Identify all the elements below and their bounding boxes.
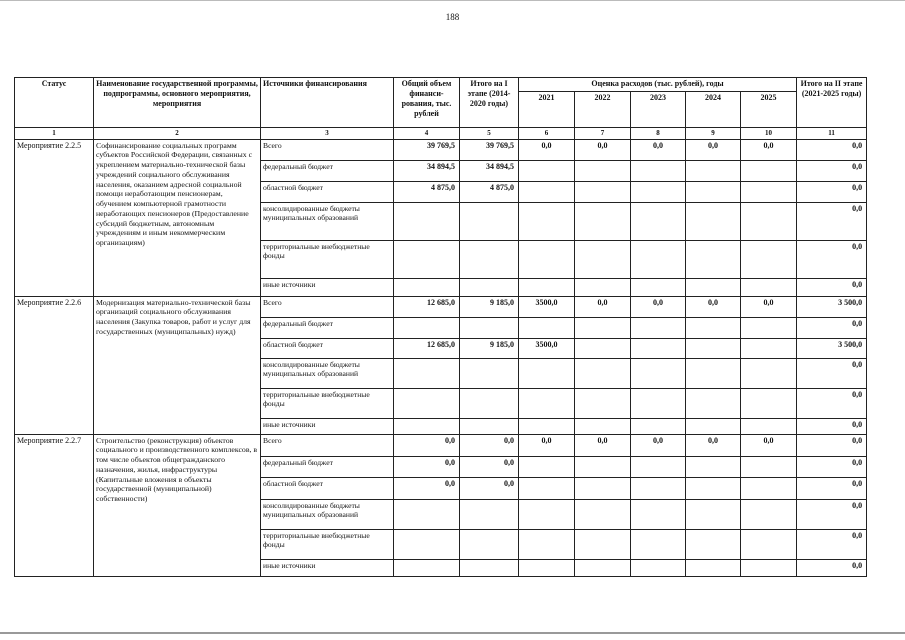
year-2021-cell (519, 499, 575, 529)
column-number: 8 (631, 128, 686, 140)
year-2022-cell (575, 240, 631, 278)
header-stage2: Итого на II этапе (2021-2025 годы) (797, 78, 867, 128)
header-year: 2022 (575, 92, 631, 128)
year-2023-cell (631, 477, 686, 499)
total-cell (394, 529, 460, 559)
header-name: Наименование государственной программы, подпрограммы, основного мероприятия, мероприятия (94, 78, 261, 128)
measure-status: Мероприятие 2.2.5 (15, 139, 94, 296)
table-row (15, 296, 867, 317)
year-2022-cell (575, 160, 631, 181)
year-2025-cell (741, 160, 797, 181)
column-number: 3 (261, 128, 394, 140)
year-2025-cell (741, 202, 797, 240)
year-2025-cell (741, 240, 797, 278)
stage2-cell: 0,0 (797, 160, 867, 181)
year-2024-cell (686, 338, 741, 358)
year-2021-cell (519, 181, 575, 202)
stage1-cell: 9 185,0 (460, 338, 519, 358)
year-2024-cell (686, 418, 741, 434)
measure-status: Мероприятие 2.2.6 (15, 296, 94, 434)
column-number: 10 (741, 128, 797, 140)
funding-source: федеральный бюджет (261, 160, 394, 181)
top-rule (0, 0, 905, 1)
year-2023-cell (631, 317, 686, 338)
stage1-cell: 0,0 (460, 477, 519, 499)
year-2024-cell (686, 477, 741, 499)
stage1-cell (460, 559, 519, 576)
total-cell: 12 685,0 (394, 338, 460, 358)
total-cell: 39 769,5 (394, 139, 460, 160)
funding-source: областной бюджет (261, 477, 394, 499)
year-2022-cell (575, 418, 631, 434)
header-stage1: Итого на I этапе (2014-2020 годы) (460, 78, 519, 128)
stage1-cell (460, 358, 519, 388)
year-2024-cell (686, 160, 741, 181)
year-2025-cell (741, 477, 797, 499)
stage2-cell: 0,0 (797, 181, 867, 202)
year-2024-cell: 0,0 (686, 434, 741, 456)
year-2024-cell (686, 181, 741, 202)
page-number: 188 (445, 12, 460, 22)
funding-source: Всего (261, 434, 394, 456)
year-2025-cell (741, 499, 797, 529)
year-2024-cell (686, 499, 741, 529)
column-number-row (15, 128, 867, 140)
column-number: 6 (519, 128, 575, 140)
stage1-cell (460, 240, 519, 278)
year-2024-cell: 0,0 (686, 296, 741, 317)
stage2-cell: 0,0 (797, 418, 867, 434)
year-2021-cell (519, 317, 575, 338)
stage1-cell (460, 202, 519, 240)
year-2021-cell (519, 418, 575, 434)
table-body (15, 139, 867, 576)
year-2021-cell (519, 388, 575, 418)
year-2023-cell (631, 240, 686, 278)
stage1-cell: 9 185,0 (460, 296, 519, 317)
year-2024-cell: 0,0 (686, 139, 741, 160)
stage2-cell: 0,0 (797, 202, 867, 240)
funding-source: территориальные внебюджетные фонды (261, 240, 394, 278)
year-2025-cell (741, 278, 797, 296)
total-cell (394, 499, 460, 529)
year-2022-cell (575, 358, 631, 388)
funding-source: иные источники (261, 278, 394, 296)
total-cell (394, 388, 460, 418)
header-year: 2024 (686, 92, 741, 128)
stage2-cell: 0,0 (797, 358, 867, 388)
year-2021-cell: 0,0 (519, 434, 575, 456)
year-2025-cell: 0,0 (741, 296, 797, 317)
year-2022-cell (575, 317, 631, 338)
funding-source: консолидированные бюджеты муниципальных образований (261, 202, 394, 240)
year-2024-cell (686, 202, 741, 240)
year-2021-cell (519, 456, 575, 477)
year-2021-cell: 0,0 (519, 139, 575, 160)
year-2022-cell (575, 559, 631, 576)
stage1-cell (460, 499, 519, 529)
year-2023-cell (631, 181, 686, 202)
stage2-cell: 0,0 (797, 477, 867, 499)
year-2025-cell (741, 418, 797, 434)
stage1-cell: 39 769,5 (460, 139, 519, 160)
year-2022-cell: 0,0 (575, 296, 631, 317)
stage1-cell (460, 278, 519, 296)
column-number: 4 (394, 128, 460, 140)
year-2021-cell: 3500,0 (519, 338, 575, 358)
total-cell (394, 358, 460, 388)
stage1-cell (460, 388, 519, 418)
year-2022-cell (575, 278, 631, 296)
year-2025-cell (741, 181, 797, 202)
year-2021-cell (519, 160, 575, 181)
funding-source: областной бюджет (261, 338, 394, 358)
year-2022-cell (575, 456, 631, 477)
year-2022-cell (575, 338, 631, 358)
stage2-cell: 0,0 (797, 434, 867, 456)
column-number: 5 (460, 128, 519, 140)
header-total: Общий объем финанси-рования, тыс. рублей (394, 78, 460, 128)
year-2023-cell (631, 529, 686, 559)
funding-source: иные источники (261, 418, 394, 434)
total-cell: 0,0 (394, 477, 460, 499)
stage2-cell: 0,0 (797, 499, 867, 529)
total-cell: 4 875,0 (394, 181, 460, 202)
year-2023-cell (631, 456, 686, 477)
year-2025-cell (741, 317, 797, 338)
budget-table (14, 77, 867, 577)
year-2023-cell (631, 338, 686, 358)
stage2-cell: 3 500,0 (797, 296, 867, 317)
year-2025-cell (741, 358, 797, 388)
total-cell: 12 685,0 (394, 296, 460, 317)
year-2022-cell (575, 529, 631, 559)
year-2023-cell: 0,0 (631, 139, 686, 160)
header-estimate: Оценка расходов (тыс. рублей), годы (519, 78, 797, 92)
stage2-cell: 0,0 (797, 278, 867, 296)
year-2022-cell (575, 181, 631, 202)
stage1-cell (460, 529, 519, 559)
year-2025-cell: 0,0 (741, 434, 797, 456)
total-cell (394, 559, 460, 576)
funding-source: иные источники (261, 559, 394, 576)
year-2024-cell (686, 559, 741, 576)
stage2-cell: 3 500,0 (797, 338, 867, 358)
total-cell (394, 418, 460, 434)
column-number: 9 (686, 128, 741, 140)
year-2024-cell (686, 240, 741, 278)
total-cell: 0,0 (394, 434, 460, 456)
year-2021-cell (519, 240, 575, 278)
year-2022-cell: 0,0 (575, 139, 631, 160)
stage1-cell: 0,0 (460, 434, 519, 456)
funding-source: областной бюджет (261, 181, 394, 202)
bottom-rule (0, 632, 905, 634)
total-cell (394, 202, 460, 240)
year-2021-cell (519, 202, 575, 240)
year-2023-cell (631, 278, 686, 296)
stage2-cell: 0,0 (797, 388, 867, 418)
funding-source: Всего (261, 139, 394, 160)
funding-source: консолидированные бюджеты муниципальных образований (261, 358, 394, 388)
column-number: 11 (797, 128, 867, 140)
year-2021-cell: 3500,0 (519, 296, 575, 317)
year-2022-cell (575, 388, 631, 418)
year-2023-cell (631, 202, 686, 240)
stage1-cell (460, 317, 519, 338)
stage2-cell: 0,0 (797, 317, 867, 338)
total-cell: 0,0 (394, 456, 460, 477)
stage1-cell: 4 875,0 (460, 181, 519, 202)
funding-source: консолидированные бюджеты муниципальных образований (261, 499, 394, 529)
year-2025-cell (741, 456, 797, 477)
measure-name: Софинансирование социальных программ субъектов Российской Федерации, связанных с укреплением материально-технической базы учреждений социального обслуживания населения, оказанием адресной социальной помощи неработающим пенсионерам, обучением компьютерной грамотности неработающих пенсионеров (Предоставление субсидий бюджетным, автономным учреждениям и иным некоммерческим организациям) (94, 139, 261, 296)
year-2023-cell: 0,0 (631, 296, 686, 317)
header-year: 2025 (741, 92, 797, 128)
funding-source: Всего (261, 296, 394, 317)
year-2022-cell (575, 202, 631, 240)
year-2021-cell (519, 477, 575, 499)
total-cell: 34 894,5 (394, 160, 460, 181)
header-year: 2023 (631, 92, 686, 128)
year-2021-cell (519, 278, 575, 296)
year-2024-cell (686, 456, 741, 477)
year-2023-cell (631, 388, 686, 418)
funding-source: территориальные внебюджетные фонды (261, 529, 394, 559)
funding-source: федеральный бюджет (261, 456, 394, 477)
year-2023-cell (631, 559, 686, 576)
measure-status: Мероприятие 2.2.7 (15, 434, 94, 576)
year-2023-cell (631, 499, 686, 529)
year-2024-cell (686, 278, 741, 296)
year-2022-cell (575, 477, 631, 499)
stage1-cell (460, 418, 519, 434)
year-2023-cell (631, 160, 686, 181)
stage2-cell: 0,0 (797, 529, 867, 559)
funding-source: территориальные внебюджетные фонды (261, 388, 394, 418)
year-2025-cell (741, 559, 797, 576)
total-cell (394, 240, 460, 278)
table-row (15, 434, 867, 456)
column-number: 1 (15, 128, 94, 140)
stage1-cell: 34 894,5 (460, 160, 519, 181)
column-number: 2 (94, 128, 261, 140)
funding-source: федеральный бюджет (261, 317, 394, 338)
stage2-cell: 0,0 (797, 456, 867, 477)
year-2024-cell (686, 529, 741, 559)
stage1-cell: 0,0 (460, 456, 519, 477)
measure-name: Строительство (реконструкция) объектов социального и производственного комплексов, в том числе объектов общегражданского назначения, жилья, инфраструктуры (Капитальные вложения в объекты государственной (муниципальной) собственности) (94, 434, 261, 576)
total-cell (394, 317, 460, 338)
year-2025-cell (741, 529, 797, 559)
stage2-cell: 0,0 (797, 559, 867, 576)
header-year: 2021 (519, 92, 575, 128)
year-2023-cell (631, 358, 686, 388)
year-2021-cell (519, 529, 575, 559)
year-2024-cell (686, 388, 741, 418)
stage2-cell: 0,0 (797, 240, 867, 278)
year-2024-cell (686, 358, 741, 388)
year-2022-cell: 0,0 (575, 434, 631, 456)
header-source: Источники финансирования (261, 78, 394, 128)
year-2023-cell (631, 418, 686, 434)
year-2021-cell (519, 358, 575, 388)
total-cell (394, 278, 460, 296)
header-status: Статус (15, 78, 94, 128)
year-2025-cell: 0,0 (741, 139, 797, 160)
year-2023-cell: 0,0 (631, 434, 686, 456)
table-header (15, 78, 867, 140)
column-number: 7 (575, 128, 631, 140)
stage2-cell: 0,0 (797, 139, 867, 160)
year-2025-cell (741, 388, 797, 418)
year-2021-cell (519, 559, 575, 576)
year-2022-cell (575, 499, 631, 529)
measure-name: Модернизация материально-технической базы организаций социального обслуживания населения (Закупка товаров, работ и услуг для государственных (муниципальных) нужд) (94, 296, 261, 434)
year-2024-cell (686, 317, 741, 338)
year-2025-cell (741, 338, 797, 358)
table-row (15, 139, 867, 160)
